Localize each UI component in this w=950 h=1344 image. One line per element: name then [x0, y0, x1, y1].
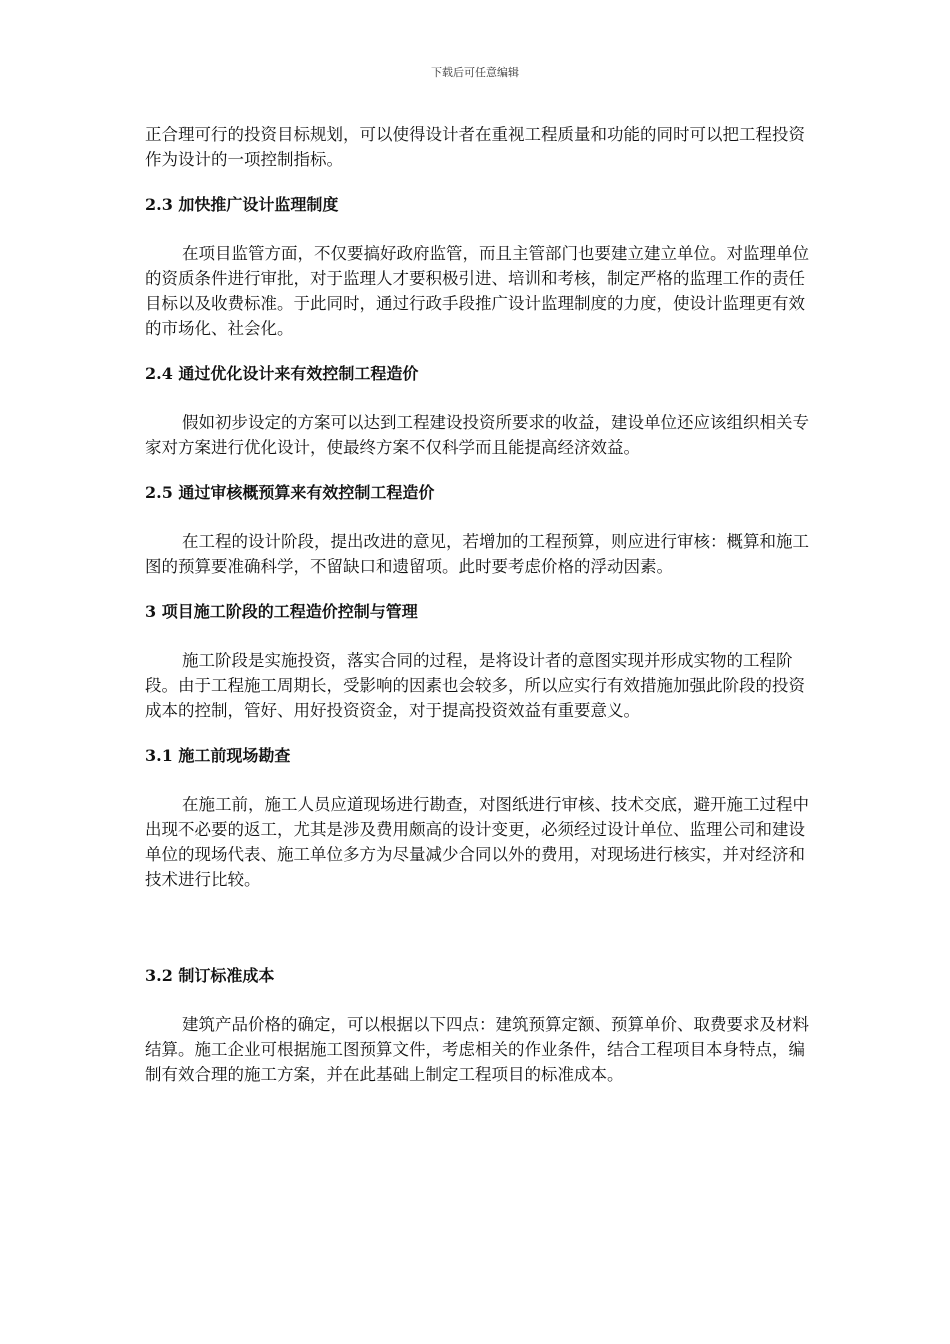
section-heading-3-2: 3.2 制订标准成本	[145, 966, 275, 985]
page-header: 下载后可任意编辑	[431, 66, 519, 79]
section-paragraph-2-5: 在工程的设计阶段，提出改进的意见，若增加的工程预算，则应进行审核：概算和施工图的预算要准确科学，不留缺口和遗留项。此时要考虑价格的浮动因素。	[145, 532, 809, 576]
section-heading-2-3: 2.3 加快推广设计监理制度	[145, 195, 339, 214]
section-heading-2-5: 2.5 通过审核概预算来有效控制工程造价	[145, 483, 435, 502]
section-heading-3: 3 项目施工阶段的工程造价控制与管理	[145, 602, 418, 621]
section-paragraph-3: 施工阶段是实施投资，落实合同的过程，是将设计者的意图实现并形成实物的工程阶段。由于工程施工周期长，受影响的因素也会较多，所以应实行有效措施加强此阶段的投资成本的控制，管好、用好投资资金，对于提高投资效益有重要意义。	[145, 651, 805, 720]
section-paragraph-2-4: 假如初步设定的方案可以达到工程建设投资所要求的收益，建设单位还应该组织相关专家对方案进行优化设计，使最终方案不仅科学而且能提高经济效益。	[145, 413, 809, 457]
section-heading-3-1: 3.1 施工前现场勘查	[145, 746, 291, 765]
intro-paragraph: 正合理可行的投资目标规划，可以使得设计者在重视工程质量和功能的同时可以把工程投资作为设计的一项控制指标。	[145, 125, 805, 169]
section-paragraph-2-3: 在项目监管方面，不仅要搞好政府监管，而且主管部门也要建立建立单位。对监理单位的资质条件进行审批，对于监理人才要积极引进、培训和考核，制定严格的监理工作的责任目标以及收费标准。于此同时，通过行政手段推广设计监理制度的力度，使设计监理更有效的市场化、社会化。	[145, 244, 809, 338]
section-heading-2-4: 2.4 通过优化设计来有效控制工程造价	[145, 364, 419, 383]
section-paragraph-3-2: 建筑产品价格的确定，可以根据以下四点：建筑预算定额、预算单价、取费要求及材料结算。施工企业可根据施工图预算文件，考虑相关的作业条件，结合工程项目本身特点，编制有效合理的施工方案，并在此基础上制定工程项目的标准成本。	[145, 1015, 809, 1084]
section-paragraph-3-1: 在施工前，施工人员应道现场进行勘查，对图纸进行审核、技术交底，避开施工过程中出现不必要的返工，尤其是涉及费用颇高的设计变更，必须经过设计单位、监理公司和建设单位的现场代表、施工单位多方为尽量减少合同以外的费用，对现场进行核实，并对经济和技术进行比较。	[145, 795, 809, 889]
document-body	[145, 122, 810, 1087]
